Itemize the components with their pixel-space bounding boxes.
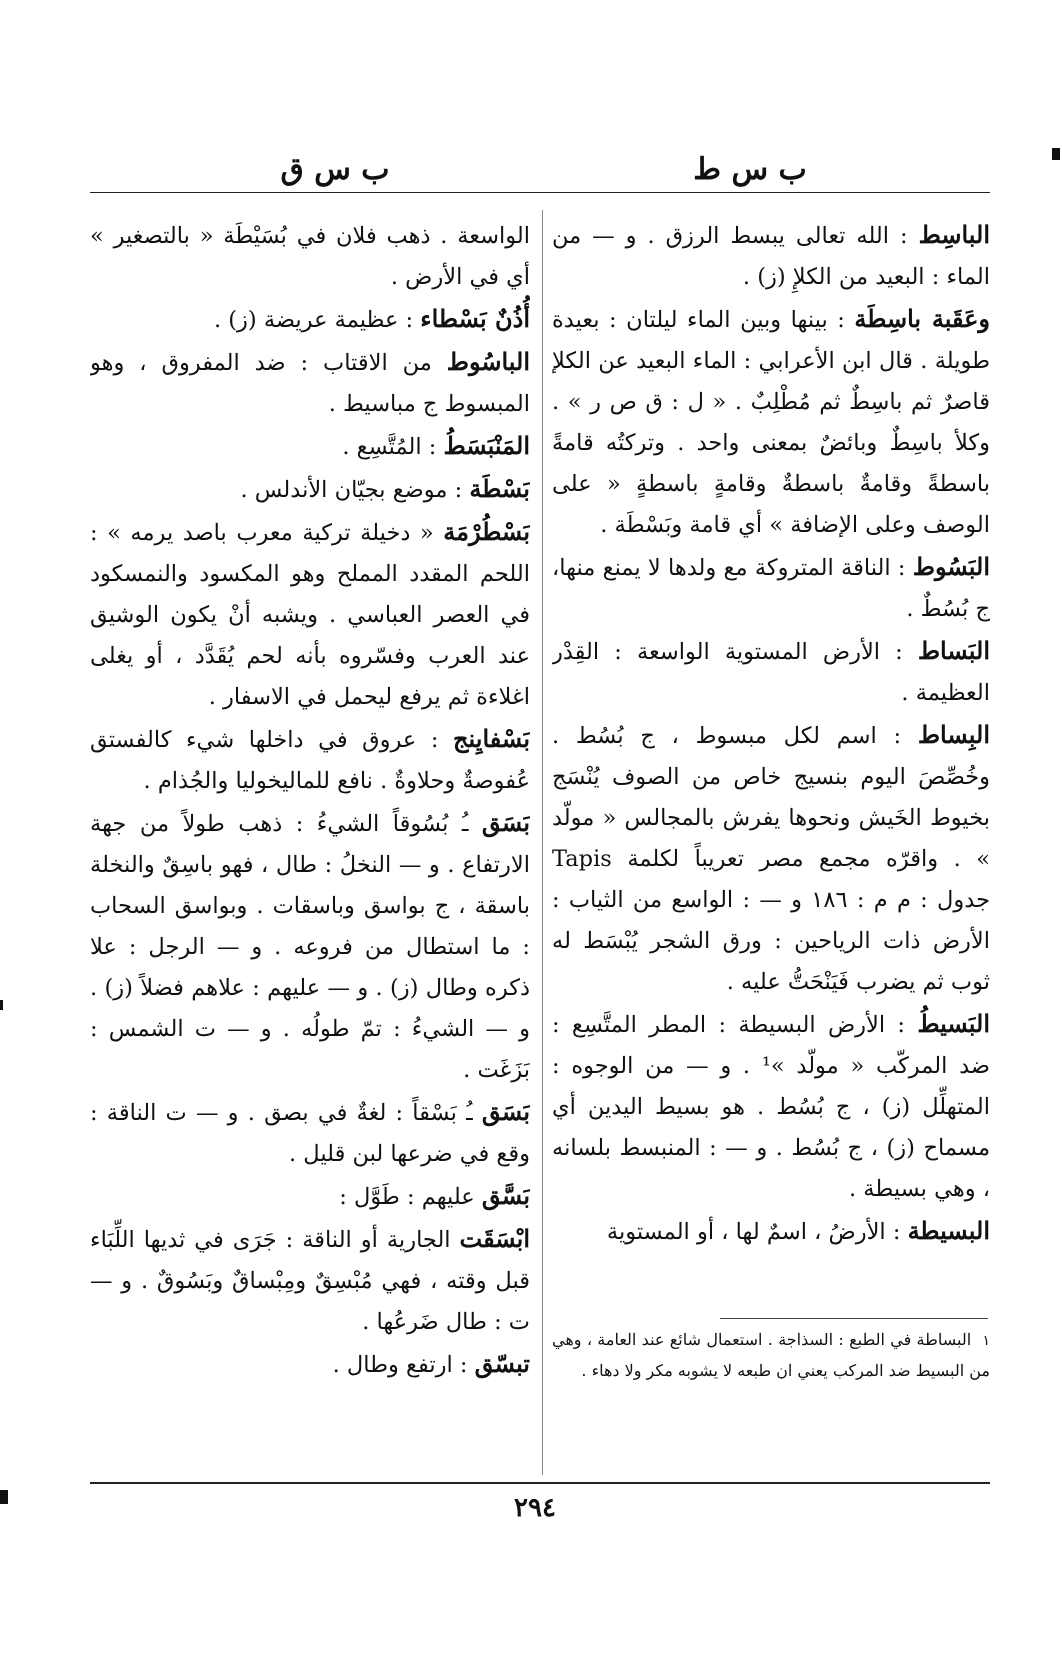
entry-definition: : الناقة المتروكة مع ولدها لا يمنع منها، ج بُسُطٌ . [552,555,990,622]
entry-basat [552,630,990,714]
scan-edge-mark [0,1000,3,1010]
entry-headword: تبسّق [474,1349,530,1378]
entry-basaqa-tall [90,802,530,1091]
entry-definition: : الأرض البسيطة : المطر المتَّسِع : ضد المركّب « مولّد »¹ . و — من الوجوه : المتهلِّل (ز) ، ج بُسُط . هو بسيط اليدين أي مسماح (ز) ، ج بُسُط . و — : المنبسط بلسانه ، وهي بسيطة . [552,1012,990,1202]
entry-basut-saddle [90,341,530,425]
entry-definition: : عروق في داخلها شيء كالفستق عُفوصةٌ وحلاوةٌ . نافع للماليخوليا والجُذام . [90,727,530,794]
bottom-rule [90,1482,990,1484]
entry-headword: بَسَق [481,808,530,837]
entry-basaqa-spit [90,1091,530,1175]
entry-bisat [552,714,990,1003]
entry-aqaba-basita [552,298,990,546]
entry-definition: الجارية أو الناقة : جَرَى في ثديها اللِّبَاء قبل وقته ، فهي مُبْسِقٌ ومِبْساقٌ وبَسُوقٌ . و — ت : طال ضَرعُها . [90,1227,530,1335]
entry-headword: ابْسَقَت [459,1224,530,1253]
entry-munbasat [90,425,530,468]
scan-edge-mark [1052,148,1060,160]
entry-headword: الباسِط [918,220,990,249]
entry-basfayij [90,718,530,802]
entry-definition: : الله تعالى يبسط الرزق . و — من الماء : البعيد من الكلإِ (ز) . [552,223,990,290]
entry-udhun-basta [90,298,530,341]
footnote-text: البساطة في الطبع : السذاجة . استعمال شائع عند العامة ، وهي من البسيط ضد المركب يعني ان طبعه لا يشوبه مكر ولا دهاء . [552,1330,990,1380]
entry-basta-place [90,468,530,511]
entry-headword: البَسُوط [912,552,990,581]
entry-basit [552,214,990,298]
entry-definition: : المُتَّسِع . [342,434,437,460]
entry-headword: بَسْطَة [469,474,530,503]
footnote-number: ١ [982,1333,991,1349]
entry-definition: ـُ بُسُوقاً الشيءُ : ذهب طولاً من جهة الارتفاع . و — النخلُ : طال ، فهو باسِقٌ والنخلة باسقة ، ج بواسق وباسقات . وبواسق السحاب : ما استطال من فروعه . و — الرجل : علا ذكره وطال (ز) . و — عليهم : علاهم فضلاً (ز) . و — الشيءُ : تمّ طولُه . و — ت الشمس : بَزَغَت . [90,811,530,1083]
scan-edge-mark [0,1490,8,1504]
footnote-rule [720,1318,988,1319]
entry-definition: : موضع بجيّان الأندلس . [240,477,463,503]
entry-definition: ـُ بَسْقاً : لغةٌ في بصق . و — ت الناقة : وقع في ضرعها لبن قليل . [90,1100,530,1167]
top-rule [90,192,990,193]
entry-headword: بَسْفايِنج [453,724,530,753]
column-divider [542,210,543,1475]
right-column [552,214,990,1310]
page-number: ٢٩٤ [514,1493,556,1523]
entry-definition: : ارتفع وطال . [332,1352,468,1378]
entry-definition: : الأرض المستوية الواسعة : القِدْر العظيمة . [552,639,990,706]
entry-definition: من الاقتاب : ضد المفروق ، وهو المبسوط ج مباسيط . [90,350,530,417]
entry-headword: بَسَق [481,1097,530,1126]
footnote [552,1325,990,1385]
entry-basit-simple [552,1003,990,1210]
entry-absaqat [90,1218,530,1343]
entry-definition: عليهم : طَوَّل : [339,1184,475,1210]
entry-continuation [90,214,530,298]
entry-definition: : بينها وبين الماء ليلتان : بعيدة طويلة . قال ابن الأعرابي : الماء البعيد عن الكلإ قاصرٌ ثم باسِطٌ ثم مُطْلِبٌ . « ل : ق ص ر » . وكلأ باسِطٌ وبائضٌ بمعنى واحد . وتركتُه قامةً باسطةً وقامةٌ باسطةٌ وقامةٍ باسطةٍ « على الوصف وعلى الإضافة » أي قامة وبَسْطَة . [552,307,990,538]
right-column-root-header: ب س ط [693,152,807,187]
entry-bassaqa [90,1175,530,1218]
entry-headword: بَسْطُرْمَة [443,517,530,546]
entry-definition: : الأرضُ ، اسمٌ لها ، أو المستوية [606,1219,901,1245]
entry-definition: « دخيلة تركية معرب باصد يرمه » : اللحم المقدد المملح وهو المكسود والنمسكود في العصر العباسي . ويشبه أنْ يكون الوشيق عند العرب وفسّروه بأنه لحم يُقَدَّد ، أو يغلى اغلاءة ثم يرفع ليحمل في الاسفار . [90,520,530,710]
entry-basut [552,546,990,630]
left-column [90,214,530,1464]
entry-headword: الباسُوط [446,347,530,376]
entry-headword: البَسيطُ [917,1009,990,1038]
entry-basita [552,1210,990,1253]
entry-definition: الواسعة . ذهب فلان في بُسَيْطَة « بالتصغير » أي في الأرض . [90,223,530,290]
entry-headword: وعَقَبة باسِطَة [854,304,990,333]
entry-headword: أُذُنٌ بَسْطاء [420,304,530,333]
entry-headword: البسيطة [907,1216,990,1245]
entry-definition: : عظيمة عريضة (ز) . [213,307,414,333]
entry-headword: المَنْبَسَطُ [443,431,530,460]
entry-basturma [90,511,530,718]
entry-definition: : اسم لكل مبسوط ، ج بُسُط . وخُصِّصَ اليوم بنسيج خاص من الصوف يُنْسَج بخيوط الخَيش ونحوها يفرش بالمجالس « مولّد » . واقرّه مجمع مصر تعريباً لكلمة Tapis جدول : م م : ١٨٦ و — : الواسع من الثياب : الأرض ذات الرياحين : ورق الشجر يُبْسَط له ثوب ثم يضرب فَيَنْحَتُّ عليه . [552,723,990,995]
entry-tabassaqa [90,1343,530,1386]
entry-headword: البَساط [917,636,990,665]
entry-headword: بَسَّق [481,1181,530,1210]
left-column-root-header: ب س ق [280,152,390,187]
entry-headword: البِساط [917,720,990,749]
